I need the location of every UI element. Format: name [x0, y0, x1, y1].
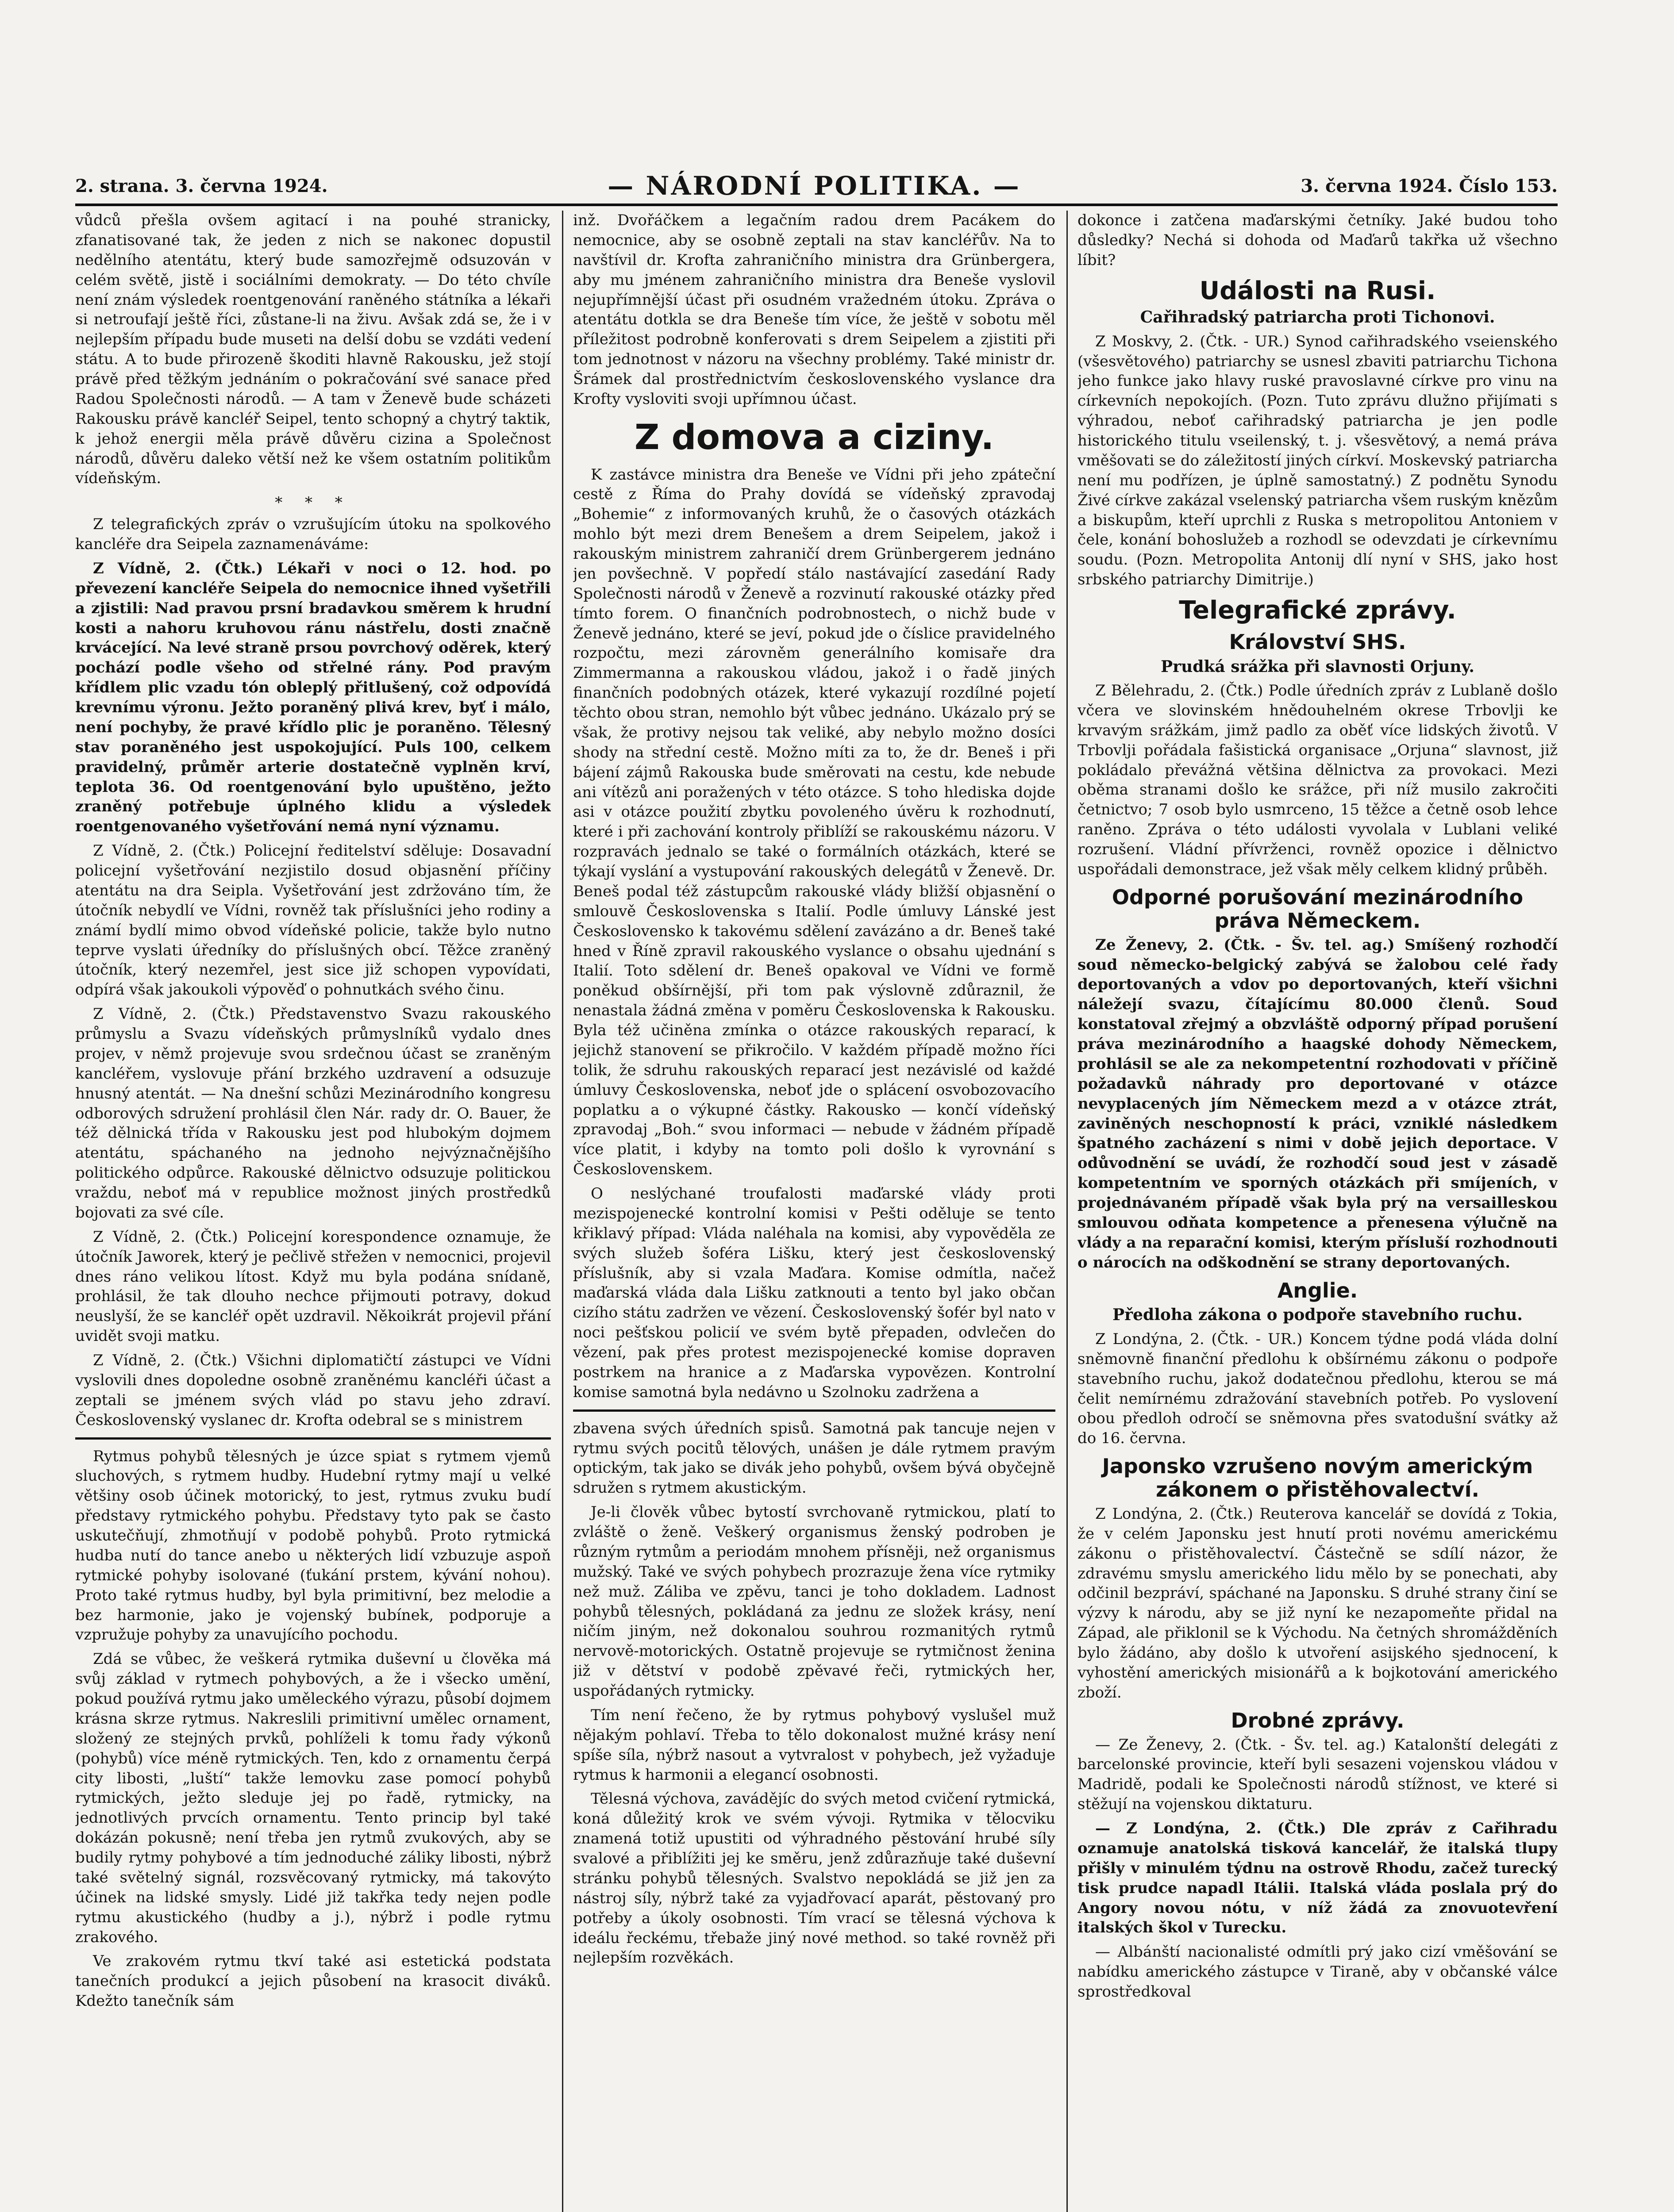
- article-paragraph: Ze Ženevy, 2. (Čtk. - Šv. tel. ag.) Smíšený rozhodčí soud německo-belgický zabývá se žalobou celé řady deportovaných a vdov po deportovaných, kteří všichni náležejí svazu, čítajícímu 80.000 členů. Soud konstatoval zřejmý a obzvláště odporný případ porušení práva mezinárodního a haagské dohody Německem, prohlásil se ale za nekompetentní rozhodovati v příčině požadavků náhrady pro deportované v otázce nevyplacených jím Německem mezd a v otázce ztrát, zaviněných neschopností k práci, vzniklé následkem špatného zacházení s nimi v době jejich deportace. V odůvodnění se uvádí, že rozhodčí soud jest v zásadě kompetentním ve sporných otázkách při smíjeních, v projednávaném případě však byla prý na versailleskou smlouvou odňata kompetence a přenesena výlučně na vlády a na reparační komisi, kterým přísluší rozhodnouti o nárocích na odškodnění se strany deportovaných.: [1078, 936, 1558, 1271]
- article-paragraph: — Albánští nacionalisté odmítli prý jako cizí vměšování se nabídku amerického zástupce v Tiraně, aby v občanské válce sprostředkoval: [1078, 1943, 1558, 2001]
- subheading: Předloha zákona o podpoře stavebního ruchu.: [1112, 1306, 1523, 1325]
- article-paragraph: Z telegrafických zpráv o vzrušujícím útoku na spolkového kancléře dra Seipela zaznamenáváme:: [75, 515, 551, 553]
- page-number-date: 2. strana. 3. června 1924.: [75, 175, 328, 196]
- section-divider: * * *: [275, 494, 351, 512]
- subheading: Japonsko vzrušeno novým americkým zákonem o přistěhovalectví.: [1102, 1454, 1533, 1502]
- section-heading: Z domova a ciziny.: [634, 417, 994, 457]
- subheading: Království SHS.: [1229, 630, 1406, 654]
- article-paragraph: Z Vídně, 2. (Čtk.) Všichni diplomatičtí zástupci ve Vídni vyslovili dnes dopoledne osobně zraněnému kancléři účast a zeptali se jménem svých vlád po stavu jeho zdraví. Československý vyslanec dr. Krofta odebral se s ministrem: [75, 1352, 551, 1429]
- article-paragraph: K zastávce ministra dra Beneše ve Vídni při jeho zpáteční cestě z Říma do Prahy dovídá se vídeňský zpravodaj „Bohemie“ z informovaných kruhů, že o časových otázkách mohlo být mezi drem Benešem a drem Seipelem, jakož i rakouským ministrem zahraničí drem Grünbergerem jednáno jen povšechně. V popředí stálo nastávající zasedání Rady Společnosti národů v Ženevě a rozvinutí rakouské otázky před tímto forem. O finančních podrobnostech, o nichž bude v Ženevě jednáno, které se jeví, pokud jde o číslice pravidelného rozpočtu, mezi zárovněm generálního komisaře dra Zimmermanna a rakouskou vládou, jakož i o řadě jiných finančních podobných otázek, které vykazují rozdílné pojetí těchto obou stran, nemohlo být vůbec jednáno. Ukázalo prý se však, že protivy nejsou tak veliké, aby nebylo možno dosíci shody na střední cestě. Možno míti za to, že dr. Beneš i při bájení zájmů Rakouska bude směrovati na cestu, kde nebude ani vítězů ani poražených v této otázce. S toho hlediska dojde asi v otázce použití zbytku povoleného úvěru k rozhodnutí, které i při zachování kontroly přiblíží se rakouskému názoru. V rozpravách jednalo se také o formálních otázkách, které se týkají vyslání a vystupování rakouských delegátů v Ženevě. Dr. Beneš podal též zástupcům rakouské vlády bližší objasnění o smlouvě Československa s Italií. Podle úmluvy Lánské jest Československo k takovému sdělení zavázáno a dr. Beneš také hned v Říně zpravil rakouského vyslance o obsahu ujednání s Italií. Toto sdělení dr. Beneš opakoval ve Vídni ve formě poněkud obšírnější, při tom pak výslovně zdůraznil, že nenastala žádná změna v poměru Československa k Rakousku. Byla též učiněna zmínka o otázce rakouských reparací, k jejichž stanovení se přikročilo. V každém případě možno říci tolik, že sdruhu rakouských reparací jest nezávislé od každé úmluvy Československa, neboť jde o splácení osvobozovacího poplatku a o výkupné částky. Rakousko — končí vídeňský zpravodaj „Boh.“ svou informaci — nebude v žádném případě více platit, i kdyby na tomto poli došlo k vyrovnání s Československem.: [573, 465, 1055, 1179]
- feuilleton-rule: [75, 1437, 551, 1440]
- article-paragraph: Z Bělehradu, 2. (Čtk.) Podle úředních zpráv z Lublaně došlo včera ve slovinském hnědouhelném okrese Trbovlji ke krvavým srážkám, jimž padlo za oběť více lidských životů. V Trbovlji pořádala fašistická organisace „Orjuna“ slavnost, již pokládalo převážná většina dělnictva za provokaci. Mezi oběma stranami došlo ke srážce, při níž musilo zakročiti četnictvo; 7 osob bylo usmrceno, 15 těžce a četně osob lehce raněno. Zpráva o této události vyvolala v Lublani veliké rozrušení. Vládní přívrženci, rovněž opozice i dělnictvo uspořádali demonstrace, jež však měly celkem klidný průběh.: [1078, 682, 1558, 878]
- feuilleton-paragraph: Tím není řečeno, že by rytmus pohybový vyslušel muž nějakým pohlaví. Třeba to tělo dokonalost mužné krásy není spíše síla, nýbrž nasout a vytvralost v pohybech, jež vyžaduje rytmus k harmonii a elegancí osobnosti.: [573, 1706, 1055, 1784]
- subheading: Anglie.: [1277, 1278, 1358, 1302]
- article-paragraph: Z Vídně, 2. (Čtk.) Představenstvo Svazu rakouského průmyslu a Svazu vídeňských průmyslníků vydalo dnes projev, v němž projevuje svou srdečnou účast se zraněným kancléřem, vyslovuje přání brzkého uzdravení a odsuzuje hnusný atentát. — Na dnešní schůzi Mezinárodního kongresu odborových sdružení prohlásil člen Nár. rady dr. O. Bauer, že též dělnická třída v Rakousku jest pod hlubokým dojmem atentátu, spáchaného na jednoho nejvýznačnějšího politického odpůrce. Rakouské dělnictvo odsuzuje politickou vraždu, neboť má v republice možnost jiných prostředků bojovati za své cíle.: [75, 1005, 551, 1221]
- feuilleton-paragraph: Rytmus pohybů tělesných je úzce spiat s rytmem vjemů sluchových, s rytmem hudby. Hudební rytmy mají u velké většiny osob účinek motorický, to jest, rytmus zvuku budí představy rytmického pohybu. Představy tyto pak se často uskutečňují, zhmotňují v podobě pohybů. Proto rytmická hudba nutí do tance anebo u některých lidí vzbuzuje aspoň rytmické pohyby isolované (ťukání prstem, kývání nohou). Proto také rytmus hudby, byl byla primitivní, bez melodie a bez harmonie, jako je vojenský bubínek, podporuje a vzpružuje pohyby za unavujícího pochodu.: [75, 1447, 551, 1644]
- feuilleton-paragraph: Ve zrakovém rytmu tkví také asi estetická podstata tanečních produkcí a jejich působení na krasocit diváků. Kdežto tanečník sám: [75, 1952, 551, 2010]
- subheading: Cařihradský patriarcha proti Tichonovi.: [1140, 308, 1495, 327]
- article-paragraph: Z Moskvy, 2. (Čtk. - UR.) Synod cařihradského vseienského (všesvětového) patriarchy se usnesl zbaviti patriarchu Tichona jeho funkce jako hlavy ruské pravoslavné církve pro vinu na církevních nepokojích. (Pozn. Tuto zprávu dlužno přijímati s výhradou, neboť cařihradský patriarcha je jen podle historického titulu vseilenský, t. j. všesvětový, a nemá práva vměšovati se do záležitostí jiných církví. Moskevský patriarcha není mu podřízen, je úplně samostatný.) Z podnětu Synodu Živé církve zakázal vselenský patriarcha všem ruským knězům a biskupům, kteří uprchli z Ruska s metropolitou Antoniem v čele, konání bohoslužeb a rozhodl se odevzdati je církevnímu soudu. (Pozn. Metropolita Antonij dlí nyní v SHS, jako host srbského patriarchy Dimitrije.): [1078, 332, 1558, 589]
- article-paragraph: Z Londýna, 2. (Čtk.) Reuterova kancelář se dovídá z Tokia, že v celém Japonsku jest hnutí proti novému americkému zákonu o přistěhovalectví. Částečně se sdílí názor, že zdravému smyslu amerického lidu mělo by se ponechati, aby odčinil bezpráví, spáchané na Japonsku. S druhé strany činí se výzvy k národu, aby se již nyní ke nezapomeňte přidal na Západ, ale přiklonil se k Východu. Na četných shromážděních bylo žádáno, aby došlo k utvoření asijského sjednocení, k vyhostění amerických misionářů a k bojkotování amerického zboží.: [1078, 1505, 1558, 1701]
- article-paragraph: inž. Dvořáčkem a legačním radou drem Pacákem do nemocnice, aby se osobně zeptali na stav kancléřův. Na to navštívil dr. Krofta zahraničního ministra dra Grünbergera, aby mu jménem zahraničního ministra dra Beneše vyslovil nejupřímnější účast při osudném vražedném útoku. Zpráva o atentátu dotkla se dra Beneše tím více, že ještě v sobotu měl příležitost podrobně konferovati s drem Seipelem a zjistiti při tom jednotnost v názoru na všechny problémy. Také ministr dr. Šrámek dal prostřednictvím československého vyslance dra Krofty vysloviti svoji upřímnou účast.: [573, 211, 1055, 408]
- feuilleton-paragraph: Tělesná výchova, zavádějíc do svých metod cvičení rytmická, koná důležitý krok ve svém vývoji. Rytmika v tělocviku znamená totiž upustiti od výhradného pěstování hrubé síly svalové a přiblížiti jej ke směru, jenž zdůrazňuje také duševní stránku pohybů tělesných. Svalstvo nepokládá se již jen za nástroj síly, nýbrž také za vyjadřovací aparát, pěstovaný pro potřeby a úkoly osobnosti. Tím vrací se tělesná výchova k ideálu řeckému, třebaže jiný nové method. so také rovněž při nejlepším rozvěkách.: [573, 1790, 1055, 1967]
- column-rule: [562, 211, 563, 2212]
- feuilleton-paragraph: Zdá se vůbec, že veškerá rytmika duševní u člověka má svůj základ v rytmech pohybových, a že i všecko umění, pokud používá rytmu jako uměleckého výrazu, působí dojmem krásna skrze rytmus. Nakreslili primitivní umělec ornament, složený ze stejných prvků, pohlíželi k tomu řady výkonů (pohybů) více méně rytmických. Ten, kdo z ornamentu čerpá city libosti, „luští“ takže lemovku zase pomocí pohybů rytmických, ježto sleduje jej po řadě, rytmicky, na jednotlivých prvcích ornamentu. Tento princip byl také dokázán pokusně; není třeba jen rytmů zvukových, aby se budily rytmy pohybové a tím jednoduché záliky libosti, nýbrž také světelný signál, rozsvěcovaný rytmicky, má takovýto účinek na lidské smysly. Lidé již takřka tedy nejen podle rytmu akustického (hudby a j.), nýbrž i podle rytmu zrakového.: [75, 1650, 551, 1946]
- article-paragraph: O neslýchané troufalosti maďarské vlády proti mezispojenecké kontrolní komisi v Pešti oděluje se tento křiklavý případ: Vláda naléhala na komisi, aby vypověděla ze svých služeb šoféra Lišku, který jest československý příslušník, aby si vzala Maďara. Komise odmítla, načež maďarská vláda dala Lišku zatknouti a tento byl jako občan cizího státu zadržen ve vězení. Československý šofér byl nato v noci pešťskou policií ve svém bytě přepaden, odvlečen do vězení, pak přes protest mezispojenecké komise dopraven postrkem na hranice a z Maďarska vypovězen. Kontrolní komise samotná byla nedávno u Szolnoku zadržena a: [573, 1185, 1055, 1401]
- article-paragraph: Z Vídně, 2. (Čtk.) Lékaři v noci o 12. hod. po převezení kancléře Seipela do nemocnice ihned vyšetřili a zjistili: Nad pravou prsní bradavkou směrem k hrudní kosti a nahoru kruhovou ránu nástřelu, dosti značně krvácející. Na levé straně prsou povrchový oděrek, který pochází podle všeho od střelné rány. Pod pravým křídlem plic vzadu tón obleplý přitlušený, což odpovídá krevnímu výronu. Ježto poraněný plivá krev, byť i málo, není pochyby, že pravé křídlo plic je poraněno. Tělesný stav poraněného jest uspokojující. Puls 100, celkem pravidelný, průměr arterie dostatečně vyplněn krví, teplota 36. Od roentgenování bylo upuštěno, ježto zraněný potřebuje úplného klidu a výsledek roentgenovaného vyšetřování nemá nyní významu.: [75, 559, 551, 836]
- column-3: [1078, 211, 1558, 2212]
- feuilleton-paragraph: Je-li člověk vůbec bytostí svrchovaně rytmickou, platí to zvláště o ženě. Veškerý organismus ženský podroben je různým rytmům a periodám mnohem přísněji, než organismus mužský. Také ve svých pohybech prozrazuje žena více rytmiky než muž. Záliba ve zpěvu, tanci je toho dokladem. Ladnost pohybů tělesných, pokládaná za jednu ze složek krásy, není ničím jiným, než dokonalou souhrou rozmanitých rytmů nervově-motorických. Ostatně projevuje se rytmičnost ženina již v dětství v podobě zpěvavé řeči, rytmických her, uspořádaných rytmicky.: [573, 1503, 1055, 1700]
- issue-date-number: 3. června 1924. Číslo 153.: [1301, 175, 1558, 196]
- column-2: [573, 211, 1055, 2212]
- subheading: Drobné zprávy.: [1231, 1708, 1405, 1732]
- column-rule: [1066, 211, 1068, 2212]
- article-paragraph: vůdců přešla ovšem agitací i na pouhé stranicky, zfanatisované tak, že jeden z nich se nakonec dopustil nedělního atentátu, který bude samozřejmě odsuzován v celém světě, jistě i sociálními demokraty. — Do této chvíle není znám výsledek roentgenování raněného státníka a lékaři si netroufají ještě říci, zůstane-li na živu. Avšak zdá se, že i v nejlepším případu bude museti na delší dobu se vzdáti vedení státu. A to bude přirozeně škoditi hlavně Rakousku, jež stojí právě před těžkým jednáním o pokračování své sanace před Radou Společnosti národů. — A tam v Ženevě bude scházeti Rakousku právě kancléř Seipel, tento schopný a chytrý taktik, k jehož energii měla právě důvěru cizina a Společnost národů, důvěru daleko větší než ke všem ostatním politikům vídeňským.: [75, 211, 551, 488]
- section-heading: Události na Rusi.: [1199, 276, 1436, 305]
- article-paragraph: Z Londýna, 2. (Čtk. - UR.) Koncem týdne podá vláda dolní sněmovně finanční předlohu k obšírnému zákonu o podpoře stavebního ruchu, jakož dodatečnou předlohu, kterou se má čelit nemírnému zdražování stavebních potřeb. Po vyslovení obou předloh odročí se sněmovna přes svatodušní svátky až do 16. června.: [1078, 1330, 1558, 1448]
- feuilleton-paragraph: zbavena svých úředních spisů. Samotná pak tancuje nejen v rytmu svých pocitů tělových, unášen je dále rytmem pravým optickým, tak jako se divák jeho pohybů, ovšem bývá obyčejně sdružen s rytmem akustickým.: [573, 1419, 1055, 1497]
- column-1: [75, 211, 551, 2212]
- subheading: Prudká srážka při slavnosti Orjuny.: [1161, 657, 1474, 676]
- newspaper-page: [75, 168, 1558, 2212]
- article-paragraph: — Ze Ženevy, 2. (Čtk. - Šv. tel. ag.) Katalonští delegáti z barcelonské provincie, kteří byli sesazeni vojenskou vládou v Madridě, podali ke Společnosti národů stížnost, ve které si stěžují na vojenskou diktaturu.: [1078, 1736, 1558, 1813]
- masthead: [75, 168, 1558, 206]
- article-paragraph: Z Vídně, 2. (Čtk.) Policejní korespondence oznamuje, že útočník Jaworek, který je pečlivě střežen v nemocnici, projevil dnes ráno velikou lítost. Když mu byla podána snídaně, prohlásil, že tak dlouho nechce přijmouti potravy, dokud neuslyší, že se kancléř opět uzdravil. Někoikrát projevil přání uvidět svoji matku.: [75, 1228, 551, 1345]
- subheading: Odporné porušování mezinárodního práva Německem.: [1112, 885, 1524, 933]
- newspaper-title: — NÁRODNÍ POLITIKA. —: [608, 171, 1021, 201]
- section-heading: Telegrafické zprávy.: [1179, 596, 1456, 625]
- article-paragraph: Z Vídně, 2. (Čtk.) Policejní ředitelství sděluje: Dosavadní policejní vyšetřování nezjistilo dosud objasnění příčiny atentátu na dra Seipla. Vyšetřování jest zdržováno tím, že útočník nebydlí ve Vídni, rovněž tak příslušníci jeho rodiny a známí bydlí mimo obvod vídeňské policie, takže bylo nutno teprve vyslati úředníky do příslušných obcí. Těžce zraněný útočník, který nezemřel, jest sice již schopen vypovídati, odpírá však jakoukoli výpověď o pohnutkách svého činu.: [75, 842, 551, 999]
- article-paragraph: dokonce i zatčena maďarskými četníky. Jaké budou toho důsledky? Nechá si dohoda od Maďarů takřka už všechno líbit?: [1078, 211, 1558, 269]
- article-paragraph: — Z Londýna, 2. (Čtk.) Dle zpráv z Cařihradu oznamuje anatolská tisková kancelář, že italská tlupy přišly v minulém týdnu na ostrově Rhodu, začež turecký tisk prudce napadl Itálii. Italská vláda poslala prý do Angory novou nótu, v níž žádá za znovuotevření italských škol v Turecku.: [1078, 1820, 1558, 1937]
- feuilleton-rule: [573, 1409, 1055, 1412]
